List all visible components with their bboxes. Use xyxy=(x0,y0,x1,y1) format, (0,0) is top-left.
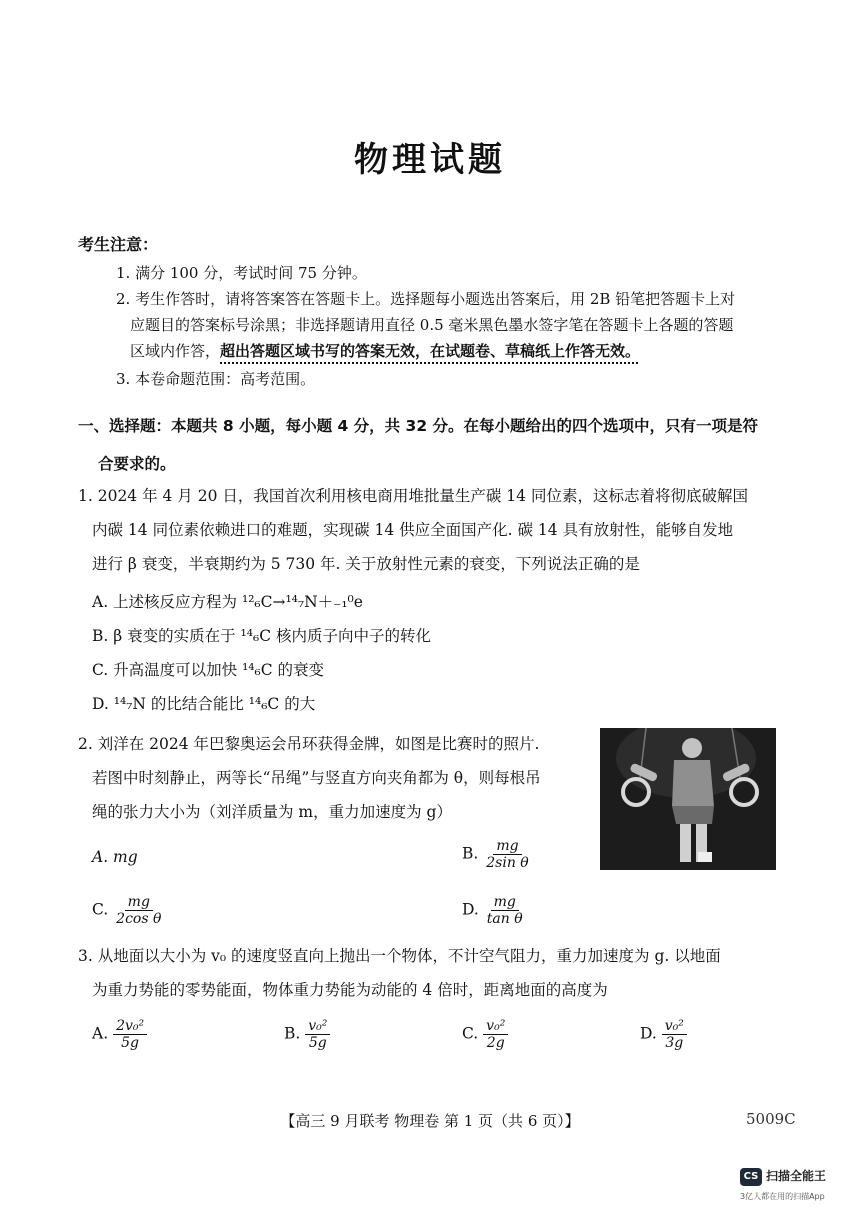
q1-option-a: A. 上述核反应方程为 ¹²₆C→¹⁴₇N＋₋₁⁰e xyxy=(92,593,363,611)
q2-option-c-label: C. xyxy=(92,900,109,919)
q2-stem-line-3: 绳的张力大小为（刘洋质量为 m，重力加速度为 g） xyxy=(92,803,452,821)
camscanner-name: 扫描全能王 xyxy=(766,1169,827,1183)
notice-emphasis: 超出答题区域书写的答案无效，在试题卷、草稿纸上作答无效。 xyxy=(220,342,641,360)
q3-option-a-label: A. xyxy=(92,1024,109,1043)
q1-stem-line-2: 内碳 14 同位素依赖进口的难题，实现碳 14 供应全面国产化. 碳 14 具有放射性，能够自发地 xyxy=(92,521,734,539)
numerator: v₀² xyxy=(305,1018,330,1035)
q1-stem-line-3: 进行 β 衰变，半衰期约为 5 730 年. 关于放射性元素的衰变，下列说法正确的是 xyxy=(92,555,640,573)
notice-heading: 考生注意： xyxy=(78,235,159,254)
q3-option-a xyxy=(92,1018,147,1051)
notice-item-1: 1. 满分 100 分，考试时间 75 分钟。 xyxy=(116,264,367,282)
camscanner-tagline: 3亿人都在用的扫描App xyxy=(740,1192,825,1201)
q1-stem-line-1: 1. 2024 年 4 月 20 日，我国首次利用核电商用堆批量生产碳 14 同位素，这标志着将彻底破解国 xyxy=(78,487,748,505)
q2-option-d xyxy=(462,894,526,927)
q2-stem-line-2: 若图中时刻静止，两等长“吊绳”与竖直方向夹角都为 θ，则每根吊 xyxy=(92,769,541,787)
denominator: 5g xyxy=(308,1035,327,1051)
denominator: 5g xyxy=(121,1035,140,1051)
q3-stem-line-1: 3. 从地面以大小为 v₀ 的速度竖直向上抛出一个物体，不计空气阻力，重力加速度为 g. 以地面 xyxy=(78,947,721,965)
q3-option-d-fraction xyxy=(662,1018,687,1051)
q2-option-a: A. mg xyxy=(92,848,138,866)
section-heading-line-2: 合要求的。 xyxy=(98,455,176,473)
q3-stem-line-2: 为重力势能的零势能面，物体重力势能为动能的 4 倍时，距离地面的高度为 xyxy=(92,981,608,999)
numerator: v₀² xyxy=(662,1018,687,1035)
q3-option-d xyxy=(640,1018,687,1051)
q2-stem-line-1: 2. 刘洋在 2024 年巴黎奥运会吊环获得金牌，如图是比赛时的照片. xyxy=(78,735,540,753)
q2-option-b-fraction xyxy=(483,838,531,871)
camscanner-logo-icon: CS xyxy=(740,1168,762,1186)
notice-item-2-line-3-text: 区域内作答， xyxy=(130,342,221,360)
notice-item-2-line-1: 2. 考生作答时，请将答案答在答题卡上。选择题每小题选出答案后，用 2B 铅笔把答题卡上对 xyxy=(116,290,736,308)
numerator: mg xyxy=(491,894,519,911)
q1-option-d: D. ¹⁴₇N 的比结合能比 ¹⁴₆C 的大 xyxy=(92,695,316,713)
q3-option-c-fraction xyxy=(483,1018,508,1051)
page-footer: 【高三 9 月联考 物理卷 第 1 页（共 6 页）】 xyxy=(280,1112,580,1130)
denominator: tan θ xyxy=(486,911,523,927)
q2-option-d-label: D. xyxy=(462,900,479,919)
numerator: 2v₀² xyxy=(113,1018,147,1035)
q1-option-c: C. 升高温度可以加快 ¹⁴₆C 的衰变 xyxy=(92,661,325,679)
q2-option-c-fraction xyxy=(113,894,164,927)
q2-option-c xyxy=(92,894,164,927)
q2-option-b-label: B. xyxy=(462,844,479,863)
notice-item-2-line-2: 应题目的答案标号涂黑；非选择题请用直径 0.5 毫米黑色墨水签字笔在答题卡上各题的答题 xyxy=(130,316,734,334)
denominator: 2cos θ xyxy=(116,911,162,927)
q2-option-d-fraction xyxy=(484,894,526,927)
q3-option-c xyxy=(462,1018,508,1051)
q1-option-b: B. β 衰变的实质在于 ¹⁴₆C 核内质子向中子的转化 xyxy=(92,627,431,645)
paper-code: 5009C xyxy=(746,1110,796,1128)
notice-item-3: 3. 本卷命题范围：高考范围。 xyxy=(116,370,316,388)
q3-option-a-fraction xyxy=(113,1018,147,1051)
gymnast-photo xyxy=(600,728,776,870)
numerator: mg xyxy=(125,894,153,911)
q3-option-b xyxy=(284,1018,330,1051)
q3-option-b-fraction xyxy=(305,1018,330,1051)
notice-item-2-line-3 xyxy=(130,340,640,362)
section-heading-line-1: 一、选择题：本题共 8 小题，每小题 4 分，共 32 分。在每小题给出的四个选项中，只有一项是符 xyxy=(78,417,759,435)
q3-option-c-label: C. xyxy=(462,1024,479,1043)
q2-option-b xyxy=(462,838,532,871)
denominator: 2g xyxy=(486,1035,505,1051)
q3-option-b-label: B. xyxy=(284,1024,301,1043)
q3-option-d-label: D. xyxy=(640,1024,657,1043)
page-title: 物理试题 xyxy=(354,140,506,180)
numerator: v₀² xyxy=(483,1018,508,1035)
denominator: 2sin θ xyxy=(486,855,529,871)
denominator: 3g xyxy=(665,1035,684,1051)
numerator: mg xyxy=(493,838,521,855)
